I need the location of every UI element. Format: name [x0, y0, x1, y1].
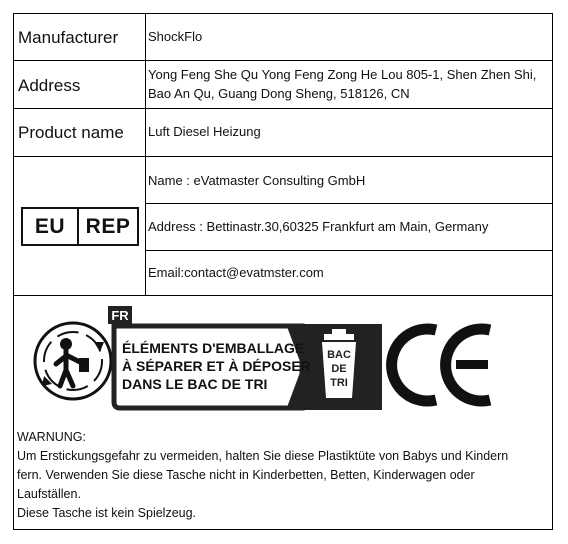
sorting-line-1: ÉLÉMENTS D'EMBALLAGE: [122, 340, 305, 356]
warning-title: WARNUNG:: [17, 430, 86, 444]
warning-line: fern. Verwenden Sie diese Tasche nicht in Kinderbetten, Betten, Kinderwagen oder: [17, 468, 475, 482]
sorting-instruction-logo: [106, 304, 386, 412]
address-line: Yong Feng She Qu Yong Feng Zong He Lou 805-1, Shen Zhen Shi,: [148, 67, 537, 82]
eu-rep-email: Email:contact@evatmster.com: [148, 265, 324, 280]
manufacturer-value: ShockFlo: [148, 29, 203, 44]
column-divider: [145, 14, 146, 295]
sorting-line-2: À SÉPARER ET À DÉPOSER: [122, 358, 311, 374]
row-divider: [14, 108, 552, 109]
address-value: [148, 65, 536, 103]
sorting-line-3: DANS LE BAC DE TRI: [122, 376, 268, 392]
manufacturer-label: Manufacturer: [18, 28, 119, 47]
warning-line: Laufställen.: [17, 487, 81, 501]
row-divider: [145, 203, 552, 204]
triman-recycling-icon: [30, 318, 116, 404]
row-divider: [14, 60, 552, 61]
eu-rep-badge-rep: REP: [85, 214, 131, 238]
eu-rep-badge: [21, 207, 139, 246]
ce-mark-icon: [386, 320, 496, 410]
row-divider: [14, 156, 552, 157]
row-divider: [145, 250, 552, 251]
label-sheet: [13, 13, 553, 530]
product-name-value: Luft Diesel Heizung: [148, 124, 261, 139]
bin-label-2: DE: [331, 363, 347, 375]
eu-rep-badge-eu: EU: [23, 209, 79, 244]
address-label: Address: [18, 76, 81, 95]
eu-rep-name: Name : eVatmaster Consulting GmbH: [148, 173, 366, 188]
warning-text: [17, 428, 547, 523]
eu-rep-address: Address : Bettinastr.30,60325 Frankfurt am Main, Germany: [148, 219, 489, 234]
fr-tag: FR: [111, 308, 129, 323]
address-line: Bao An Qu, Guang Dong Sheng, 518126, CN: [148, 86, 410, 101]
bin-label-3: TRI: [330, 377, 348, 389]
warning-line: Um Erstickungsgefahr zu vermeiden, halten Sie diese Plastiktüte von Babys und Kindern: [17, 449, 509, 463]
bin-label-1: BAC: [327, 349, 351, 361]
row-divider: [14, 295, 552, 296]
product-name-label: Product name: [18, 123, 124, 142]
warning-line: Diese Tasche ist kein Spielzeug.: [17, 506, 197, 520]
